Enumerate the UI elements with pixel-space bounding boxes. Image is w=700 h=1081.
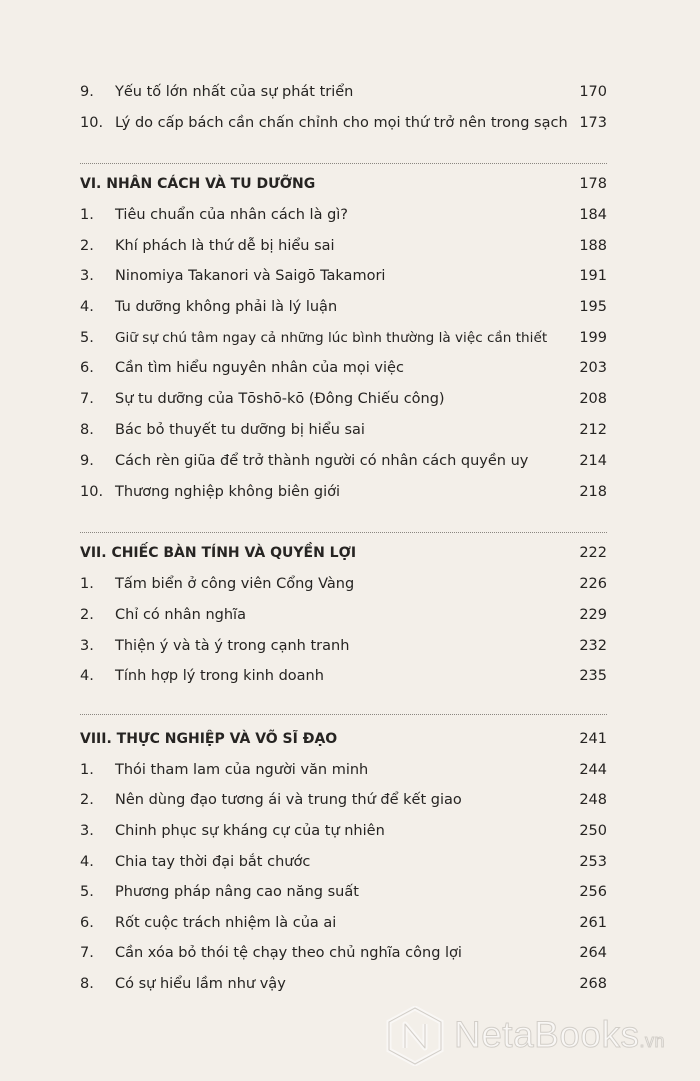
toc-entry [80,238,607,262]
entry-title: Chinh phục sự kháng cự của tự nhiên [115,823,385,839]
toc-entry [80,207,607,231]
chapter-page-number: 241 [579,731,607,747]
entry-page-number: 250 [579,823,607,839]
entry-number: 9. [80,453,94,469]
netabooks-logo-icon [386,1006,444,1066]
entry-number: 2. [80,607,94,623]
entry-page-number: 170 [579,84,607,100]
chapter-heading [80,545,607,569]
toc-entry [80,84,607,108]
toc-entry [80,268,607,292]
entry-number: 2. [80,238,94,254]
entry-page-number: 214 [579,453,607,469]
entry-number: 3. [80,823,94,839]
toc-entry [80,884,607,908]
netabooks-watermark [386,1004,686,1074]
entry-number: 9. [80,84,94,100]
toc-entry [80,638,607,662]
entry-page-number: 212 [579,422,607,438]
chapter-page-number: 222 [579,545,607,561]
toc-entry [80,762,607,786]
entry-number: 3. [80,638,94,654]
toc-entry [80,299,607,323]
entry-title: Thói tham lam của người văn minh [115,762,369,778]
toc-entry [80,668,607,692]
toc-entry [80,823,607,847]
watermark-brand [454,1014,665,1056]
chapter-page-number: 178 [579,176,607,192]
entry-page-number: 188 [579,238,607,254]
entry-title: Giữ sự chú tâm ngay cả những lúc bình thường là việc cần thiết [115,330,548,346]
entry-number: 6. [80,360,94,376]
entry-number: 4. [80,854,94,870]
toc-entry [80,792,607,816]
entry-page-number: 264 [579,945,607,961]
entry-page-number: 253 [579,854,607,870]
entry-title: Sự tu dưỡng của Tōshō-kō (Đông Chiếu công) [115,391,445,407]
entry-page-number: 208 [579,391,607,407]
entry-page-number: 184 [579,207,607,223]
entry-title: Cần tìm hiểu nguyên nhân của mọi việc [115,360,404,376]
chapter-title: VIII. THỰC NGHIỆP VÀ VÕ SĨ ĐẠO [80,731,338,747]
entry-page-number: 173 [579,115,607,131]
entry-number: 8. [80,976,94,992]
entry-title: Chia tay thời đại bắt chước [115,854,311,870]
entry-number: 1. [80,576,94,592]
entry-title: Tu dưỡng không phải là lý luận [115,299,338,315]
entry-number: 10. [80,115,104,131]
toc-entry [80,915,607,939]
entry-page-number: 199 [579,330,607,346]
entry-number: 5. [80,884,94,900]
chapter-title: VII. CHIẾC BÀN TÍNH VÀ QUYỀN LỢI [80,545,357,561]
toc-entry [80,391,607,415]
section-divider [80,532,607,533]
section-divider [80,163,607,164]
entry-title: Có sự hiểu lầm như vậy [115,976,286,992]
toc-entry [80,976,607,1000]
entry-number: 1. [80,207,94,223]
entry-title: Cần xóa bỏ thói tệ chạy theo chủ nghĩa công lợi [115,945,462,961]
chapter-title: VI. NHÂN CÁCH VÀ TU DƯỠNG [80,176,316,192]
entry-number: 1. [80,762,94,778]
toc-entry [80,607,607,631]
entry-page-number: 232 [579,638,607,654]
entry-title: Thương nghiệp không biên giới [115,484,341,500]
toc-entry [80,360,607,384]
chapter-heading [80,731,607,755]
entry-title: Cách rèn giũa để trở thành người có nhân cách quyền uy [115,453,529,469]
entry-number: 10. [80,484,104,500]
entry-page-number: 256 [579,884,607,900]
toc-entry [80,576,607,600]
watermark-brand-suffix: .vn [639,1031,666,1051]
entry-number: 2. [80,792,94,808]
entry-title: Tấm biển ở công viên Cổng Vàng [115,576,355,592]
entry-page-number: 261 [579,915,607,931]
entry-page-number: 244 [579,762,607,778]
section-divider [80,714,607,715]
entry-title: Ninomiya Takanori và Saigō Takamori [115,268,386,284]
entry-title: Khí phách là thứ dễ bị hiểu sai [115,238,335,254]
entry-title: Bác bỏ thuyết tu dưỡng bị hiểu sai [115,422,365,438]
toc-entry [80,945,607,969]
toc-entry [80,330,607,354]
entry-title: Yếu tố lớn nhất của sự phát triển [115,84,354,100]
entry-page-number: 235 [579,668,607,684]
entry-page-number: 195 [579,299,607,315]
entry-title: Phương pháp nâng cao năng suất [115,884,359,900]
entry-title: Tiêu chuẩn của nhân cách là gì? [115,207,348,223]
entry-number: 8. [80,422,94,438]
entry-number: 3. [80,268,94,284]
toc-entry [80,484,607,508]
entry-title: Nên dùng đạo tương ái và trung thứ để kết giao [115,792,462,808]
entry-number: 5. [80,330,94,346]
entry-number: 7. [80,945,94,961]
entry-page-number: 203 [579,360,607,376]
entry-page-number: 218 [579,484,607,500]
entry-page-number: 229 [579,607,607,623]
entry-title: Thiện ý và tà ý trong cạnh tranh [115,638,350,654]
toc-entry [80,854,607,878]
entry-page-number: 191 [579,268,607,284]
toc-entry [80,453,607,477]
entry-title: Rốt cuộc trách nhiệm là của ai [115,915,337,931]
entry-page-number: 226 [579,576,607,592]
toc-entry [80,422,607,446]
entry-number: 4. [80,668,94,684]
chapter-heading [80,176,607,200]
entry-page-number: 248 [579,792,607,808]
entry-title: Lý do cấp bách cần chấn chỉnh cho mọi thứ trở nên trong sạch [115,115,568,131]
toc-entry [80,115,607,139]
entry-title: Chỉ có nhân nghĩa [115,607,246,623]
entry-number: 6. [80,915,94,931]
entry-number: 4. [80,299,94,315]
entry-page-number: 268 [579,976,607,992]
entry-number: 7. [80,391,94,407]
watermark-brand-name: NetaBooks [454,1014,640,1055]
entry-title: Tính hợp lý trong kinh doanh [115,668,324,684]
